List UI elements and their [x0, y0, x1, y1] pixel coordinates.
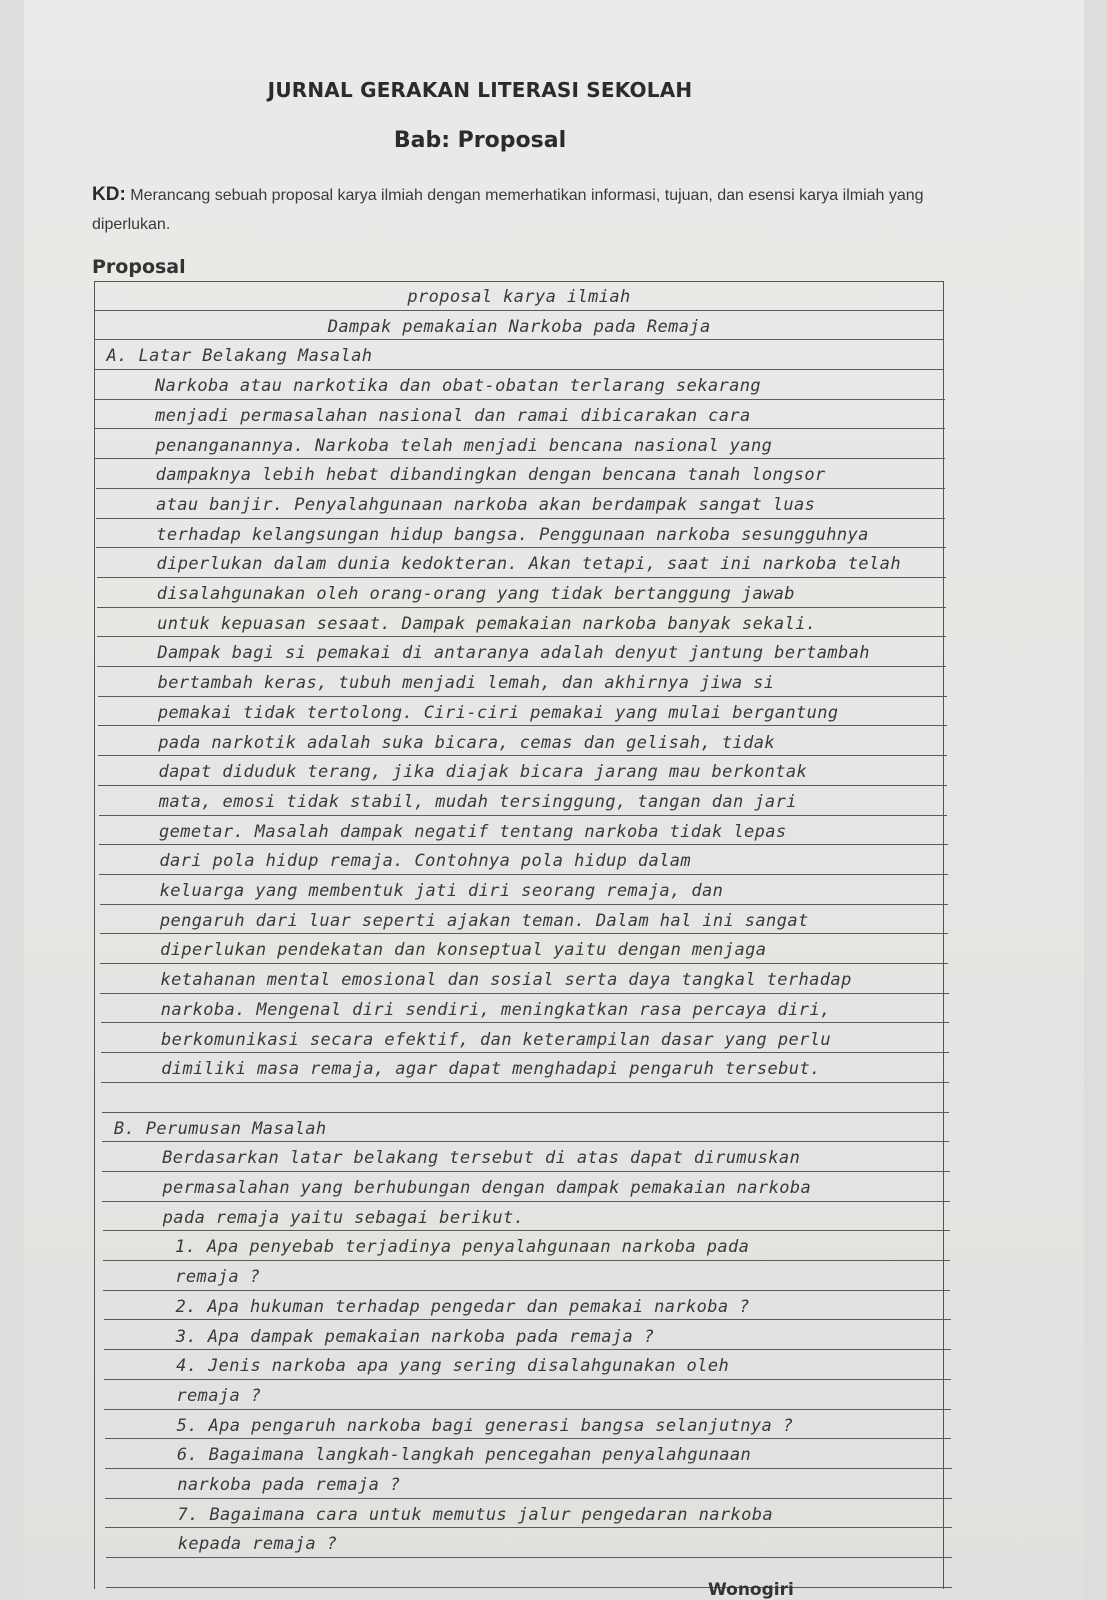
handwritten-line-text: menjadi permasalahan nasional dan ramai dibicarakan cara — [155, 405, 751, 426]
handwritten-line — [97, 608, 946, 638]
handwritten-line-text: 5. Apa pengaruh narkoba bagi generasi bangsa selanjutnya ? — [176, 1415, 794, 1436]
handwritten-line — [103, 1202, 950, 1232]
handwritten-line-text: diperlukan dalam dunia kedokteran. Akan tetapi, saat ini narkoba telah — [156, 554, 901, 575]
handwritten-line — [101, 994, 949, 1024]
handwritten-line-text: disalahgunakan oleh orang-orang yang tidak bertanggung jawab — [156, 584, 795, 604]
handwritten-line — [104, 1321, 951, 1351]
handwritten-line — [104, 1350, 951, 1380]
handwritten-line-text: pada remaja yaitu sebagai berikut. — [162, 1207, 525, 1228]
handwritten-line-text: Berdasarkan latar belakang tersebut di atas dapat dirumuskan — [162, 1148, 801, 1169]
handwritten-line — [102, 1083, 950, 1113]
handwritten-line — [97, 578, 946, 608]
handwritten-line-text: remaja ? — [176, 1385, 262, 1406]
handwritten-line-text: pemakai tidak tertolong. Ciri-ciri pemakai yang mulai bergantung — [157, 702, 839, 723]
handwritten-line-text: mata, emosi tidak stabil, mudah tersinggung, tangan dan jari — [158, 791, 797, 812]
handwritten-line — [104, 1380, 951, 1410]
handwritten-line-text: narkoba. Mengenal diri sendiri, meningkatkan rasa percaya diri, — [160, 999, 831, 1020]
handwritten-line — [98, 727, 947, 757]
chapter-title: Bab: Proposal — [393, 128, 567, 153]
handwritten-line — [105, 1410, 952, 1440]
handwritten-line-text: 7. Bagaimana cara untuk memutus jalur pengedaran narkoba — [177, 1504, 774, 1525]
proposal-section-label: Proposal — [92, 256, 186, 278]
handwritten-line — [97, 637, 946, 667]
handwritten-line-text: gemetar. Masalah dampak negatif tentang narkoba tidak lepas — [159, 821, 787, 842]
handwritten-line-text: remaja ? — [175, 1267, 261, 1288]
handwritten-line-text: dari pola hidup remaja. Contohnya pola hidup dalam — [159, 851, 692, 872]
handwritten-line — [105, 1469, 952, 1499]
handwritten-line — [100, 964, 948, 994]
handwritten-line-text: permasalahan yang berhubungan dengan dampak pemakaian narkoba — [162, 1178, 812, 1198]
handwritten-line-text: 3. Apa dampak pemakaian narkoba pada remaja ? — [175, 1326, 655, 1347]
handwritten-line — [106, 1558, 952, 1588]
handwritten-line — [102, 1172, 949, 1202]
handwritten-line — [105, 1439, 952, 1469]
handwritten-line — [94, 311, 944, 341]
handwritten-line — [104, 1291, 951, 1321]
kd-label: KD: — [92, 184, 126, 205]
handwritten-line-text: proposal karya ilmiah — [407, 287, 631, 307]
handwritten-line — [105, 1499, 952, 1529]
handwritten-line-text: 2. Apa hukuman terhadap pengedar dan pemakai narkoba ? — [175, 1296, 750, 1317]
handwritten-line — [95, 400, 945, 430]
handwritten-line — [94, 281, 944, 311]
handwritten-line — [96, 519, 945, 549]
handwritten-line — [103, 1261, 950, 1291]
handwritten-line-text: 1. Apa penyebab terjadinya penyalahgunaan narkoba pada — [174, 1237, 750, 1258]
handwritten-line-text: diperlukan pendekatan dan konseptual yaitu dengan menjaga — [160, 940, 767, 961]
handwritten-line — [102, 1142, 950, 1172]
handwritten-line — [98, 697, 947, 727]
handwritten-line-text: pada narkotik adalah suka bicara, cemas dan gelisah, tidak — [158, 732, 776, 753]
document-title: JURNAL GERAKAN LITERASI SEKOLAH — [267, 78, 693, 102]
handwritten-line-text: Narkoba atau narkotika dan obat-obatan terlarang sekarang — [154, 376, 762, 397]
handwritten-line — [95, 340, 945, 370]
handwritten-line-text: penanganannya. Narkoba telah menjadi bencana nasional yang — [155, 435, 773, 456]
kd-paragraph — [92, 180, 942, 239]
handwritten-line-text: atau banjir. Penyalahgunaan narkoba akan berdampak sangat luas — [155, 494, 816, 515]
handwritten-line — [95, 430, 945, 460]
handwritten-line — [99, 786, 948, 816]
handwritten-line-text: kepada remaja ? — [177, 1534, 338, 1555]
handwritten-line — [96, 459, 945, 489]
handwritten-line-text: 4. Jenis narkoba apa yang sering disalahgunakan oleh — [176, 1356, 730, 1377]
handwritten-line-text: keluarga yang membentuk jati diri seorang remaja, dan — [159, 881, 724, 901]
handwritten-line — [98, 667, 947, 697]
handwritten-line-text: A. Latar Belakang Masalah — [106, 346, 373, 367]
handwritten-line — [97, 548, 946, 578]
handwritten-line — [100, 875, 948, 905]
handwritten-line-text: dampaknya lebih hebat dibandingkan dengan bencana tanah longsor — [155, 465, 826, 486]
handwritten-line — [95, 370, 945, 400]
handwritten-line-text: bertambah keras, tubuh menjadi lemah, dan akhirnya jiwa si — [157, 673, 775, 694]
kd-text: Merancang sebuah proposal karya ilmiah dengan memerhatikan informasi, tujuan, dan esensi karya ilmiah yang diperlukan. — [92, 187, 924, 233]
handwritten-line-text: Dampak pemakaian Narkoba pada Remaja — [327, 316, 711, 337]
handwritten-line-text: berkomunikasi secara efektif, dan keterampilan dasar yang perlu — [161, 1029, 831, 1050]
handwritten-line-text: pengaruh dari luar seperti ajakan teman. Dalam hal ini sangat — [159, 910, 809, 931]
handwritten-line-text: 6. Bagaimana langkah-langkah pencegahan penyalahgunaan — [176, 1445, 752, 1466]
handwritten-line-text: ketahanan mental emosional dan sosial serta daya tangkal terhadap — [160, 970, 852, 991]
handwritten-line-text: Dampak bagi si pemakai di antaranya adalah denyut jantung bertambah — [157, 643, 870, 664]
handwritten-line-text: dimiliki masa remaja, agar dapat menghadapi pengaruh tersebut. — [161, 1059, 821, 1080]
handwritten-line — [100, 934, 948, 964]
handwritten-line — [100, 905, 948, 935]
handwritten-line — [106, 1528, 952, 1558]
handwritten-line — [101, 1024, 949, 1054]
handwritten-line — [99, 845, 947, 875]
handwritten-line — [102, 1113, 950, 1143]
handwritten-line-text: B. Perumusan Masalah — [113, 1118, 327, 1139]
handwritten-line — [103, 1231, 950, 1261]
handwritten-line-text: untuk kepuasan sesaat. Dampak pemakaian narkoba banyak sekali. — [157, 613, 817, 634]
handwritten-line — [98, 756, 947, 786]
handwritten-line — [99, 816, 947, 846]
handwritten-line — [96, 489, 945, 519]
handwritten-line-text: dapat diduduk terang, jika diajak bicara jarang mau berkontak — [158, 762, 808, 783]
handwritten-line-text: narkoba pada remaja ? — [177, 1475, 401, 1495]
place-signature: Wonogiri — [708, 1580, 794, 1600]
handwritten-line — [101, 1053, 949, 1083]
handwritten-line-text: terhadap kelangsungan hidup bangsa. Penggunaan narkoba sesungguhnya — [156, 524, 869, 545]
